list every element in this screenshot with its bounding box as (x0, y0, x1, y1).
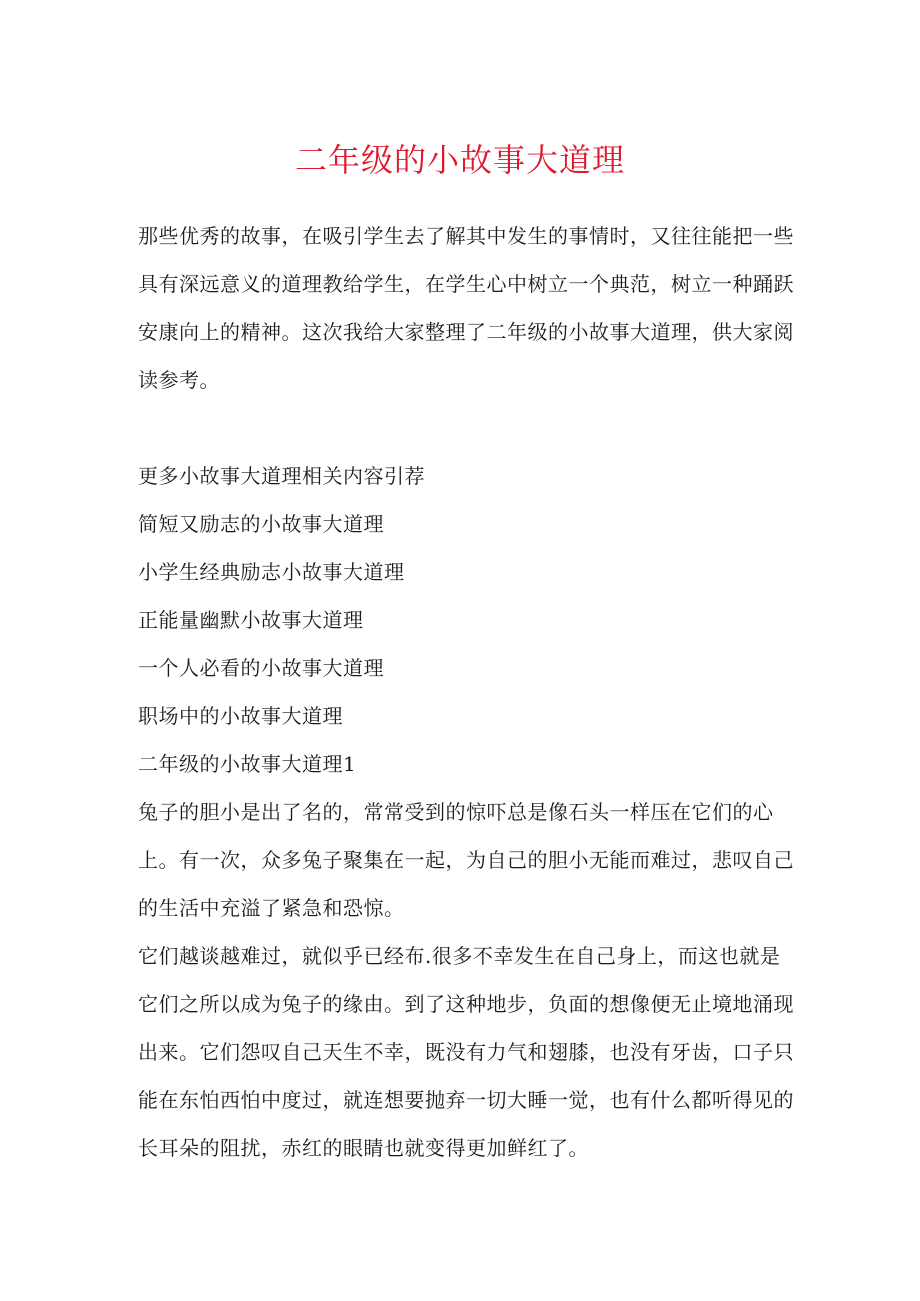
related-link-item: 职场中的小故事大道理 (138, 704, 343, 728)
related-link-item: 更多小故事大道理相关内容引荐 (138, 464, 425, 488)
related-link-item: 小学生经典励志小故事大道理 (138, 560, 405, 584)
story-paragraph-1: 兔子的胆小是出了名的，常常受到的惊吓总是像石头一样压在它们的心上。有一次，众多兔子聚集在一起，为自己的胆小无能而难过，悲叹自己的生活中充溢了紧急和恐惊。 (138, 800, 794, 920)
story-body (138, 788, 798, 1172)
related-link-item: 简短又励志的小故事大道理 (138, 512, 384, 536)
story-paragraph-2: 它们越谈越难过，就似乎已经布.很多不幸发生在自己身上，而这也就是它们之所以成为兔子的缘由。到了这种地步，负面的想像便无止境地涌现出来。它们怨叹自己天生不幸，既没有力气和翅膝，也没有牙齿，口子只能在东怕西怕中度过，就连想要抛弃一切大睡一觉，也有什么都听得见的长耳朵的阻扰，赤红的眼睛也就变得更加鲜红了。 (138, 944, 794, 1160)
section-heading: 二年级的小故事大道理1 (138, 752, 357, 776)
related-link-item: 正能量幽默小故事大道理 (138, 608, 364, 632)
related-links-list (138, 452, 798, 788)
intro-paragraph: 那些优秀的故事，在吸引学生去了解其中发生的事情时，又往往能把一些具有深远意义的道理教给学生，在学生心中树立一个典范，树立一种踊跃安康向上的精神。这次我给大家整理了二年级的小故事大道理，供大家阅读参考。 (138, 224, 794, 392)
related-link-item: 一个人必看的小故事大道理 (138, 656, 384, 680)
document-title: 二年级的小故事大道理 (294, 141, 625, 179)
